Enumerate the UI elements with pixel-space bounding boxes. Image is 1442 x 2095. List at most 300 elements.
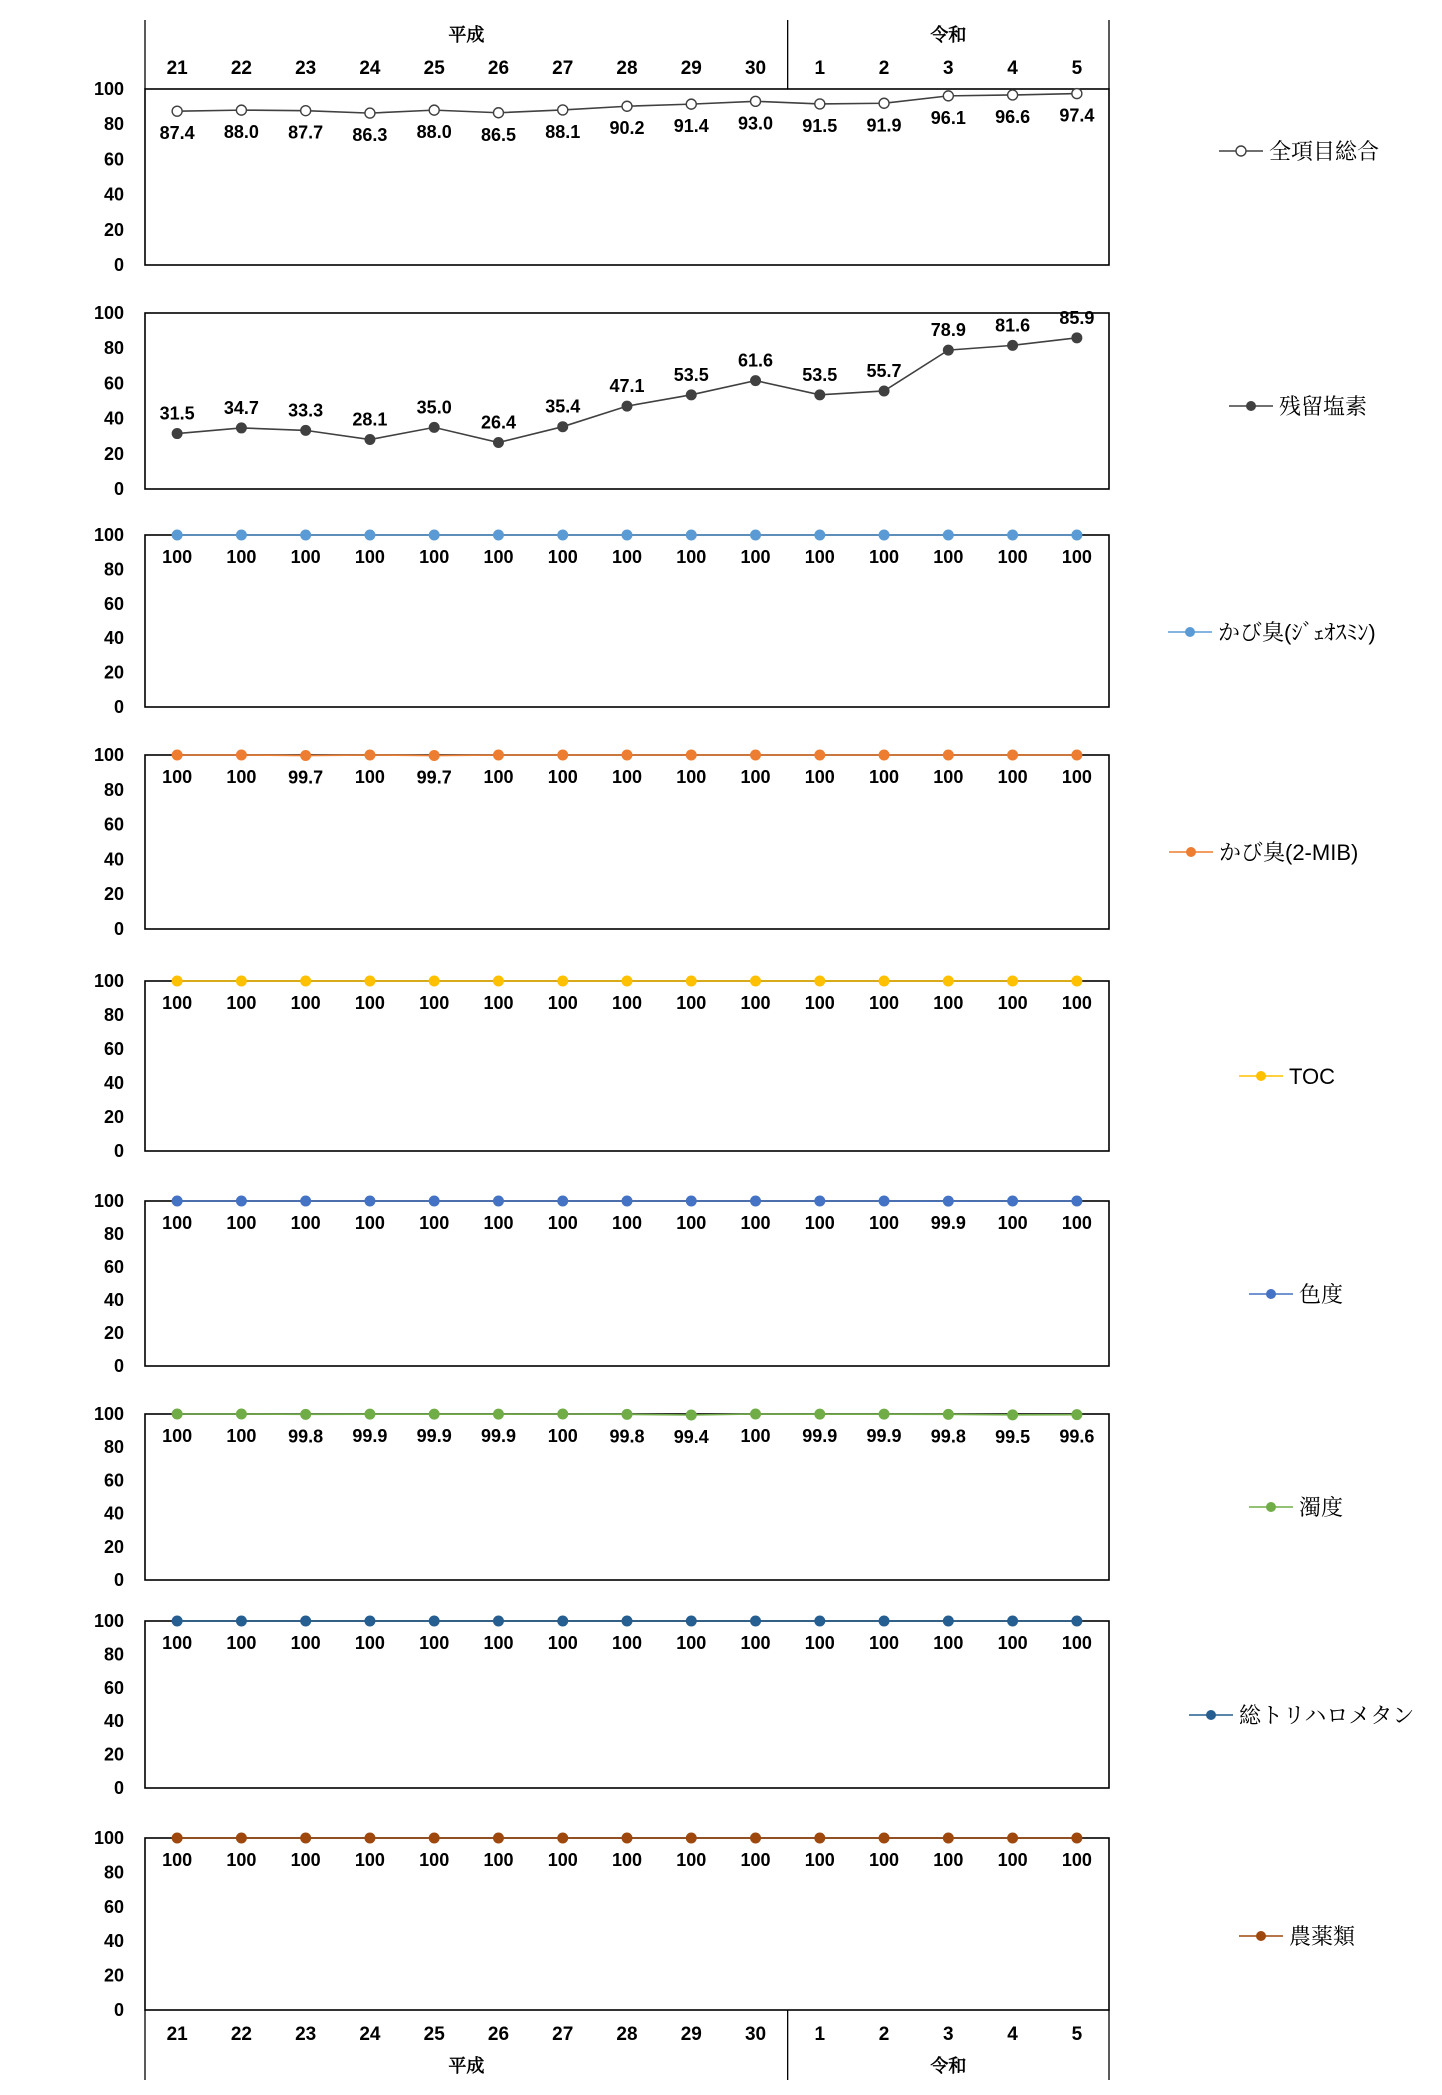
data-label: 100 — [612, 1633, 642, 1653]
data-point — [236, 1833, 246, 1843]
data-label: 100 — [291, 1633, 321, 1653]
data-label: 100 — [998, 1633, 1028, 1653]
data-point — [301, 425, 311, 435]
data-point — [879, 98, 889, 108]
data-point — [622, 101, 632, 111]
bottom-era-label: 令和 — [929, 2055, 966, 2076]
data-label: 99.4 — [674, 1427, 709, 1447]
data-label: 99.7 — [288, 768, 323, 788]
data-point — [429, 1833, 439, 1843]
data-label: 100 — [419, 1850, 449, 1870]
data-label: 100 — [355, 547, 385, 567]
y-tick-label: 60 — [104, 815, 124, 835]
y-tick-label: 20 — [104, 1745, 124, 1765]
data-label: 100 — [162, 767, 192, 787]
legend-label: 色度 — [1299, 1282, 1343, 1307]
legend-label: TOC — [1289, 1064, 1335, 1089]
data-point — [943, 91, 953, 101]
data-point — [751, 96, 761, 106]
data-label: 99.9 — [802, 1426, 837, 1446]
data-label: 100 — [162, 1426, 192, 1446]
data-point — [686, 390, 696, 400]
data-label: 100 — [1062, 1633, 1092, 1653]
data-label: 100 — [676, 993, 706, 1013]
data-label: 100 — [483, 1850, 513, 1870]
data-point — [1072, 1833, 1082, 1843]
data-point — [558, 1616, 568, 1626]
top-x-tick-label: 1 — [815, 58, 826, 79]
data-point — [751, 530, 761, 540]
data-point — [301, 976, 311, 986]
data-label: 100 — [355, 1633, 385, 1653]
data-label: 100 — [226, 1633, 256, 1653]
data-point — [365, 976, 375, 986]
data-point — [1072, 1196, 1082, 1206]
data-label: 61.6 — [738, 351, 773, 371]
data-point — [815, 750, 825, 760]
top-x-tick-label: 28 — [616, 58, 637, 79]
data-label: 100 — [805, 993, 835, 1013]
bottom-era-label: 平成 — [448, 2055, 484, 2076]
data-point — [815, 976, 825, 986]
data-point — [429, 530, 439, 540]
data-label: 100 — [548, 993, 578, 1013]
data-label: 90.2 — [609, 118, 644, 138]
data-point — [622, 1196, 632, 1206]
data-label: 100 — [998, 993, 1028, 1013]
data-point — [301, 1616, 311, 1626]
data-label: 100 — [291, 1213, 321, 1233]
data-point — [751, 376, 761, 386]
data-point — [429, 105, 439, 115]
data-label: 100 — [1062, 993, 1092, 1013]
y-tick-label: 100 — [94, 1828, 124, 1848]
y-tick-label: 100 — [94, 1611, 124, 1631]
data-point — [236, 750, 246, 760]
data-label: 100 — [612, 1213, 642, 1233]
y-tick-label: 40 — [104, 1711, 124, 1731]
data-point — [493, 750, 503, 760]
y-tick-label: 60 — [104, 594, 124, 614]
legend-label: 残留塩素 — [1279, 394, 1367, 419]
data-point — [622, 1833, 632, 1843]
data-point — [365, 750, 375, 760]
data-point — [172, 429, 182, 439]
data-label: 100 — [291, 547, 321, 567]
y-tick-label: 0 — [114, 919, 124, 939]
y-tick-label: 100 — [94, 525, 124, 545]
legend-label: 全項目総合 — [1269, 139, 1379, 164]
data-label: 78.9 — [931, 320, 966, 340]
y-tick-label: 60 — [104, 1257, 124, 1277]
data-point — [365, 435, 375, 445]
data-label: 100 — [162, 1213, 192, 1233]
data-point — [686, 1616, 696, 1626]
data-point — [365, 1196, 375, 1206]
data-label: 100 — [741, 767, 771, 787]
y-tick-label: 20 — [104, 1537, 124, 1557]
data-label: 100 — [805, 1633, 835, 1653]
legend-marker — [1236, 146, 1246, 156]
y-tick-label: 100 — [94, 1404, 124, 1424]
data-point — [686, 1833, 696, 1843]
data-point — [1008, 1833, 1018, 1843]
y-tick-label: 60 — [104, 1678, 124, 1698]
data-label: 99.9 — [931, 1213, 966, 1233]
data-label: 100 — [1062, 1850, 1092, 1870]
data-label: 47.1 — [609, 376, 644, 396]
data-point — [558, 750, 568, 760]
top-x-tick-label: 5 — [1072, 58, 1083, 79]
y-tick-label: 60 — [104, 1897, 124, 1917]
data-point — [558, 1409, 568, 1419]
data-label: 100 — [548, 1850, 578, 1870]
data-point — [301, 530, 311, 540]
data-point — [558, 422, 568, 432]
data-label: 100 — [419, 1213, 449, 1233]
data-label: 85.9 — [1059, 308, 1094, 328]
data-label: 100 — [612, 993, 642, 1013]
bottom-x-tick-label: 5 — [1072, 2024, 1083, 2045]
y-tick-label: 0 — [114, 1356, 124, 1376]
y-tick-label: 60 — [104, 1470, 124, 1490]
data-label: 100 — [869, 993, 899, 1013]
y-tick-label: 40 — [104, 628, 124, 648]
data-point — [301, 1196, 311, 1206]
legend-label: かび臭(ｼﾞｪｵｽﾐﾝ) — [1218, 620, 1376, 645]
data-point — [493, 976, 503, 986]
data-point — [1072, 750, 1082, 760]
y-tick-label: 0 — [114, 2000, 124, 2020]
bottom-x-tick-label: 30 — [745, 2024, 766, 2045]
data-point — [879, 1196, 889, 1206]
data-point — [943, 1409, 953, 1419]
data-label: 100 — [676, 1633, 706, 1653]
data-point — [686, 530, 696, 540]
data-label: 100 — [162, 993, 192, 1013]
data-point — [879, 1833, 889, 1843]
data-label: 100 — [805, 1213, 835, 1233]
top-x-tick-label: 3 — [943, 58, 954, 79]
data-point — [493, 1833, 503, 1843]
top-era-label: 令和 — [929, 24, 966, 45]
data-label: 91.5 — [802, 116, 837, 136]
data-label: 87.4 — [160, 123, 195, 143]
data-label: 86.3 — [352, 125, 387, 145]
data-point — [172, 1409, 182, 1419]
y-tick-label: 100 — [94, 303, 124, 323]
data-point — [815, 530, 825, 540]
y-tick-label: 100 — [94, 79, 124, 99]
bottom-x-tick-label: 2 — [879, 2024, 890, 2045]
data-label: 100 — [676, 1213, 706, 1233]
data-point — [1072, 1616, 1082, 1626]
data-label: 100 — [162, 1850, 192, 1870]
top-era-label: 平成 — [448, 24, 484, 45]
data-point — [236, 530, 246, 540]
bottom-x-tick-label: 27 — [552, 2024, 573, 2045]
data-point — [558, 1196, 568, 1206]
data-label: 100 — [1062, 767, 1092, 787]
data-point — [1008, 90, 1018, 100]
y-tick-label: 60 — [104, 1039, 124, 1059]
data-point — [172, 106, 182, 116]
y-tick-label: 80 — [104, 338, 124, 358]
y-tick-label: 40 — [104, 1504, 124, 1524]
data-label: 100 — [483, 767, 513, 787]
data-label: 53.5 — [802, 365, 837, 385]
data-label: 33.3 — [288, 400, 323, 420]
legend-marker — [1266, 1289, 1276, 1299]
data-label: 100 — [612, 767, 642, 787]
data-label: 99.9 — [867, 1426, 902, 1446]
data-label: 100 — [805, 767, 835, 787]
top-x-tick-label: 22 — [231, 58, 252, 79]
data-point — [365, 1833, 375, 1843]
legend-label: 総トリハロメタン — [1239, 1703, 1414, 1728]
y-tick-label: 40 — [104, 1290, 124, 1310]
data-point — [943, 1833, 953, 1843]
legend-marker — [1256, 1071, 1266, 1081]
data-point — [1072, 89, 1082, 99]
data-point — [943, 1196, 953, 1206]
data-label: 96.1 — [931, 108, 966, 128]
bottom-x-tick-label: 24 — [359, 2024, 381, 2045]
data-label: 99.8 — [609, 1426, 644, 1446]
data-point — [815, 390, 825, 400]
data-point — [1072, 1410, 1082, 1420]
data-point — [686, 1196, 696, 1206]
top-x-tick-label: 25 — [424, 58, 446, 79]
data-label: 97.4 — [1059, 106, 1094, 126]
data-label: 100 — [741, 993, 771, 1013]
data-point — [172, 976, 182, 986]
data-label: 100 — [741, 1850, 771, 1870]
y-tick-label: 20 — [104, 663, 124, 683]
data-label: 100 — [548, 767, 578, 787]
bottom-x-tick-label: 22 — [231, 2024, 252, 2045]
data-label: 100 — [226, 1426, 256, 1446]
bottom-x-tick-label: 3 — [943, 2024, 954, 2045]
data-point — [493, 1196, 503, 1206]
y-tick-label: 20 — [104, 1966, 124, 1986]
top-x-tick-label: 24 — [359, 58, 381, 79]
y-tick-label: 20 — [104, 1323, 124, 1343]
data-label: 100 — [162, 1633, 192, 1653]
data-point — [365, 1409, 375, 1419]
data-label: 100 — [483, 1633, 513, 1653]
data-point — [236, 1616, 246, 1626]
data-label: 100 — [741, 1633, 771, 1653]
data-label: 87.7 — [288, 123, 323, 143]
data-point — [751, 1409, 761, 1419]
y-tick-label: 40 — [104, 1931, 124, 1951]
data-label: 81.6 — [995, 315, 1030, 335]
data-label: 100 — [291, 993, 321, 1013]
data-point — [686, 99, 696, 109]
data-point — [622, 976, 632, 986]
data-label: 100 — [998, 547, 1028, 567]
data-point — [751, 1616, 761, 1626]
data-label: 100 — [226, 767, 256, 787]
top-x-tick-label: 27 — [552, 58, 573, 79]
data-point — [622, 401, 632, 411]
data-point — [1008, 340, 1018, 350]
data-label: 99.8 — [288, 1426, 323, 1446]
data-label: 55.7 — [867, 361, 902, 381]
data-label: 100 — [355, 1213, 385, 1233]
data-label: 100 — [419, 547, 449, 567]
y-tick-label: 80 — [104, 1644, 124, 1664]
data-label: 100 — [419, 993, 449, 1013]
data-label: 31.5 — [160, 404, 195, 424]
data-point — [172, 1196, 182, 1206]
data-point — [493, 530, 503, 540]
data-point — [558, 1833, 568, 1843]
data-point — [815, 1409, 825, 1419]
data-point — [622, 1616, 632, 1626]
data-point — [1072, 333, 1082, 343]
data-label: 100 — [226, 1850, 256, 1870]
data-label: 99.6 — [1059, 1427, 1094, 1447]
data-point — [751, 976, 761, 986]
data-label: 91.4 — [674, 116, 709, 136]
data-label: 100 — [933, 767, 963, 787]
data-label: 100 — [612, 547, 642, 567]
data-label: 99.7 — [417, 768, 452, 788]
data-label: 53.5 — [674, 365, 709, 385]
top-x-tick-label: 2 — [879, 58, 890, 79]
data-label: 88.1 — [545, 122, 580, 142]
y-tick-label: 80 — [104, 1437, 124, 1457]
data-label: 100 — [933, 547, 963, 567]
data-point — [236, 976, 246, 986]
data-point — [622, 530, 632, 540]
data-label: 100 — [741, 1426, 771, 1446]
y-tick-label: 40 — [104, 185, 124, 205]
data-label: 96.6 — [995, 107, 1030, 127]
y-tick-label: 100 — [94, 1191, 124, 1211]
legend-marker — [1185, 627, 1195, 637]
y-tick-label: 0 — [114, 255, 124, 275]
y-tick-label: 40 — [104, 1073, 124, 1093]
data-label: 100 — [548, 1213, 578, 1233]
data-point — [172, 530, 182, 540]
y-tick-label: 0 — [114, 697, 124, 717]
top-x-tick-label: 23 — [295, 58, 316, 79]
data-label: 88.0 — [224, 122, 259, 142]
bottom-x-tick-label: 4 — [1007, 2024, 1018, 2045]
data-point — [622, 750, 632, 760]
data-label: 88.0 — [417, 122, 452, 142]
data-label: 34.7 — [224, 398, 259, 418]
data-label: 100 — [483, 993, 513, 1013]
data-point — [301, 751, 311, 761]
data-point — [751, 1833, 761, 1843]
data-label: 99.9 — [481, 1426, 516, 1446]
data-point — [815, 1616, 825, 1626]
data-point — [1072, 530, 1082, 540]
data-point — [236, 423, 246, 433]
data-point — [751, 750, 761, 760]
data-point — [172, 1833, 182, 1843]
data-label: 100 — [869, 767, 899, 787]
data-label: 100 — [548, 547, 578, 567]
data-point — [943, 530, 953, 540]
data-point — [301, 1409, 311, 1419]
data-label: 91.9 — [867, 115, 902, 135]
data-label: 86.5 — [481, 125, 516, 145]
legend-marker — [1256, 1931, 1266, 1941]
data-point — [1008, 1616, 1018, 1626]
data-label: 100 — [483, 547, 513, 567]
y-tick-label: 40 — [104, 849, 124, 869]
data-label: 99.5 — [995, 1427, 1030, 1447]
data-point — [943, 976, 953, 986]
data-label: 100 — [869, 1213, 899, 1233]
data-label: 100 — [869, 547, 899, 567]
data-point — [879, 1616, 889, 1626]
data-point — [1008, 1410, 1018, 1420]
data-point — [301, 1833, 311, 1843]
data-point — [879, 386, 889, 396]
data-label: 100 — [869, 1850, 899, 1870]
data-point — [815, 99, 825, 109]
data-point — [429, 1196, 439, 1206]
top-x-tick-label: 29 — [681, 58, 702, 79]
data-label: 100 — [998, 1850, 1028, 1870]
bottom-x-tick-label: 21 — [167, 2024, 189, 2045]
data-label: 99.9 — [352, 1426, 387, 1446]
data-label: 100 — [226, 547, 256, 567]
y-tick-label: 80 — [104, 780, 124, 800]
data-label: 93.0 — [738, 113, 773, 133]
data-label: 100 — [676, 547, 706, 567]
data-point — [172, 750, 182, 760]
y-tick-label: 80 — [104, 1224, 124, 1244]
data-point — [493, 108, 503, 118]
legend-marker — [1206, 1710, 1216, 1720]
legend-label: 濁度 — [1299, 1495, 1343, 1520]
bottom-x-tick-label: 26 — [488, 2024, 509, 2045]
y-tick-label: 100 — [94, 971, 124, 991]
data-label: 100 — [355, 1850, 385, 1870]
data-label: 100 — [676, 1850, 706, 1870]
y-tick-label: 80 — [104, 559, 124, 579]
data-label: 100 — [548, 1426, 578, 1446]
y-tick-label: 0 — [114, 1778, 124, 1798]
data-point — [1008, 530, 1018, 540]
y-tick-label: 80 — [104, 114, 124, 134]
data-point — [429, 422, 439, 432]
data-point — [943, 750, 953, 760]
y-tick-label: 60 — [104, 149, 124, 169]
data-label: 99.8 — [931, 1426, 966, 1446]
legend-label: 農薬類 — [1289, 1924, 1355, 1949]
data-point — [236, 1409, 246, 1419]
top-x-tick-label: 30 — [745, 58, 766, 79]
y-tick-label: 100 — [94, 745, 124, 765]
data-point — [879, 750, 889, 760]
data-point — [686, 750, 696, 760]
y-tick-label: 0 — [114, 479, 124, 499]
y-tick-label: 0 — [114, 1141, 124, 1161]
y-tick-label: 20 — [104, 444, 124, 464]
data-label: 100 — [676, 767, 706, 787]
data-point — [558, 530, 568, 540]
data-label: 100 — [226, 993, 256, 1013]
data-label: 100 — [805, 547, 835, 567]
